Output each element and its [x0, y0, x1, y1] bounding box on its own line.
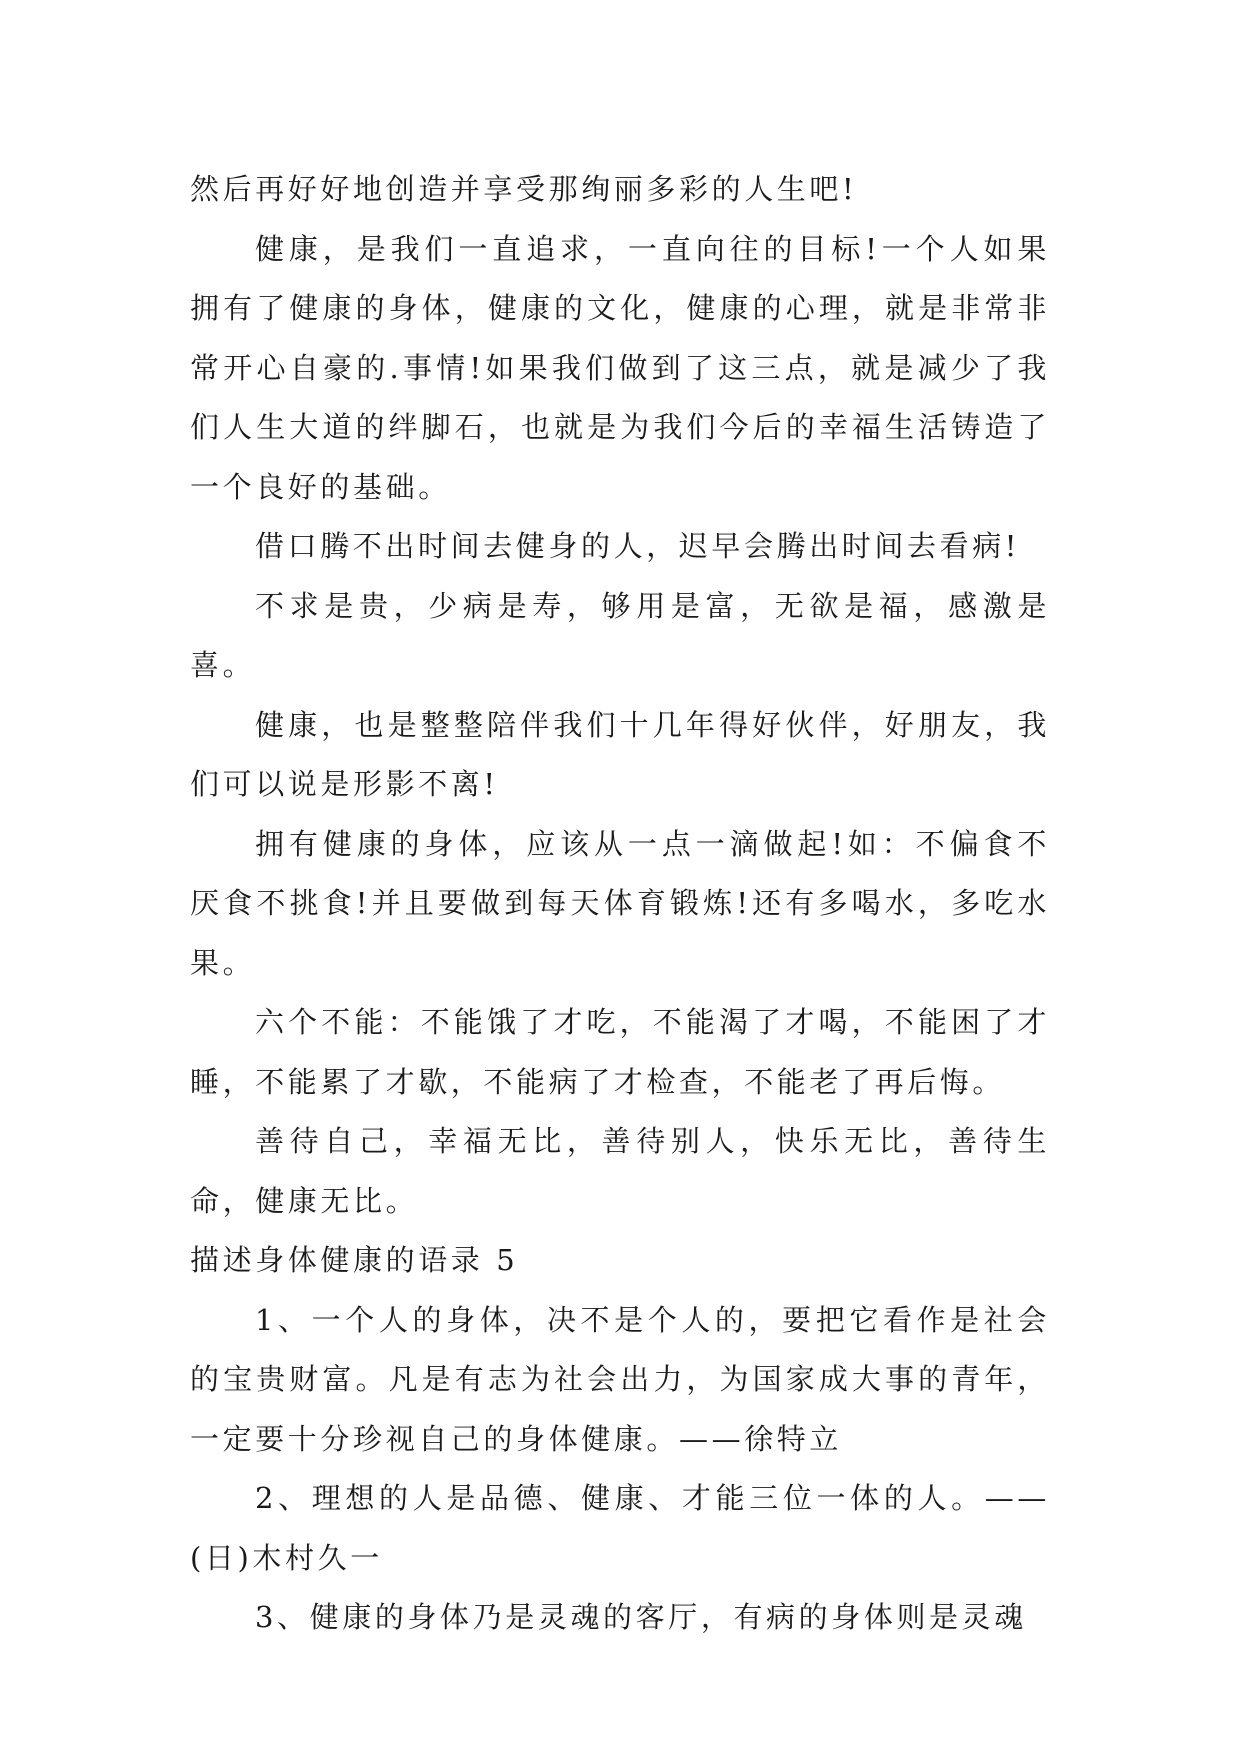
- document-body: [190, 160, 1050, 1648]
- paragraph: 借口腾不出时间去健身的人，迟早会腾出时间去看病!: [255, 529, 1021, 563]
- paragraph: 善待自己，幸福无比，善待别人，快乐无比，善待生命，健康无比。: [190, 1124, 1050, 1218]
- paragraph: 健康，也是整整陪伴我们十几年得好伙伴，好朋友，我们可以说是形影不离!: [190, 707, 1050, 801]
- paragraph: 1、一个人的身体，决不是个人的，要把它看作是社会的宝贵财富。凡是有志为社会出力，为国家成大事的青年，一定要十分珍视自己的身体健康。——徐特立: [190, 1302, 1050, 1456]
- paragraph: 2、理想的人是品德、健康、才能三位一体的人。——(日)木村久一: [190, 1481, 1050, 1575]
- paragraph: 然后再好好地创造并享受那绚丽多彩的人生吧!: [190, 172, 858, 206]
- paragraph: 拥有健康的身体，应该从一点一滴做起!如：不偏食不厌食不挑食!并且要做到每天体育锻炼!还有多喝水，多吃水果。: [190, 826, 1050, 980]
- paragraph: 3、健康的身体乃是灵魂的客厅，有病的身体则是灵魂: [255, 1600, 1027, 1634]
- paragraph: 不求是贵，少病是寿，够用是富，无欲是福，感激是喜。: [190, 588, 1050, 682]
- section-heading: 描述身体健康的语录 5: [190, 1243, 519, 1277]
- paragraph: 健康，是我们一直追求，一直向往的目标!一个人如果拥有了健康的身体，健康的文化，健康的心理，就是非常非常开心自豪的.事情!如果我们做到了这三点，就是减少了我们人生大道的绊脚石，也就是为我们今后的幸福生活铸造了一个良好的基础。: [190, 231, 1050, 504]
- paragraph: 六个不能：不能饿了才吃，不能渴了才喝，不能困了才睡，不能累了才歇，不能病了才检查，不能老了再后悔。: [190, 1005, 1050, 1099]
